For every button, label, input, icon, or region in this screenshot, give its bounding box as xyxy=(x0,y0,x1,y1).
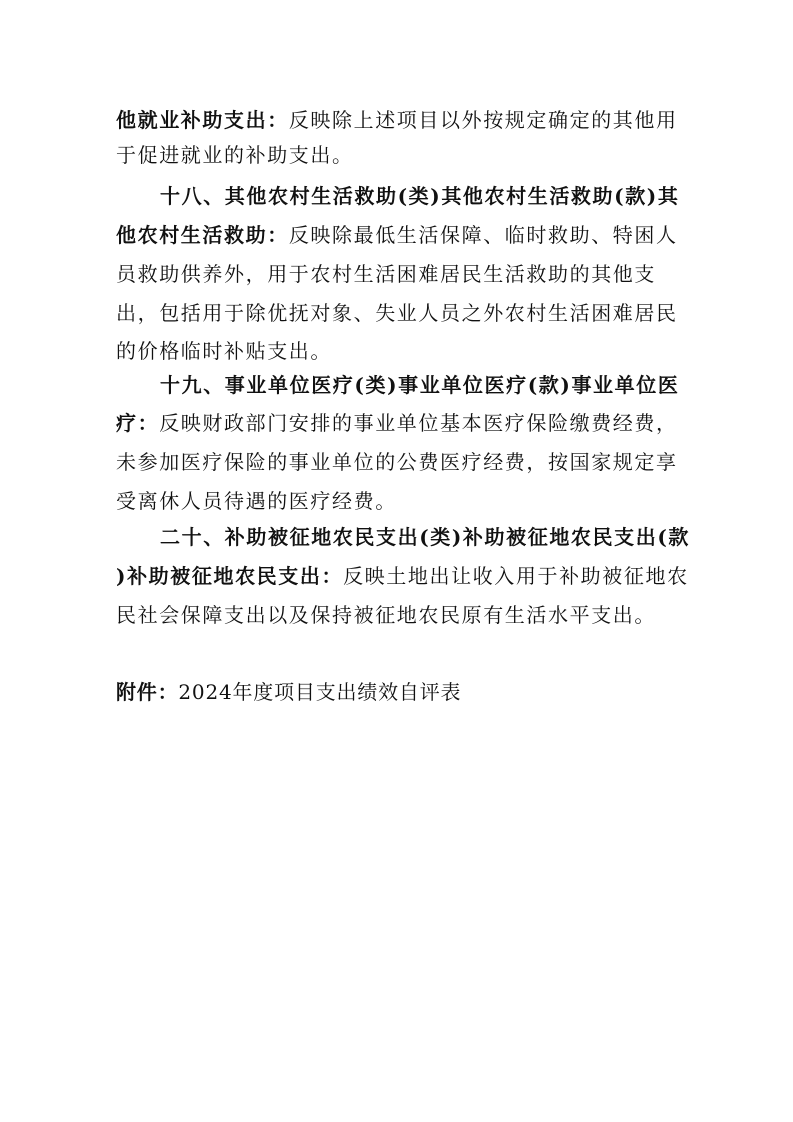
paragraph-line xyxy=(116,564,689,588)
item-description: 反映财政部门安排的事业单位基本医疗保险缴费经费， xyxy=(159,411,678,435)
section-heading-18 xyxy=(160,184,679,208)
item-description: 于促进就业的补助支出。 xyxy=(116,143,354,167)
attachment-title: 2024年度项目支出绩效自评表 xyxy=(178,680,462,704)
item-heading: 他就业补助支出： xyxy=(116,108,289,132)
item-description: 未参加医疗保险的事业单位的公费医疗经费，按国家规定享 xyxy=(116,450,678,474)
item-heading: 十八、其他农村生活救助(类)其他农村生活救助(款)其 xyxy=(160,184,680,208)
item-description: 反映土地出让收入用于补助被征地农 xyxy=(343,564,689,588)
paragraph-line xyxy=(116,489,397,513)
attachment-line xyxy=(116,680,461,704)
item-description: 民社会保障支出以及保持被征地农民原有生活水平支出。 xyxy=(116,603,656,627)
paragraph-line xyxy=(116,411,678,435)
paragraph-line xyxy=(116,339,332,363)
item-description: 的价格临时补贴支出。 xyxy=(116,339,332,363)
item-description: 员救助供养外，用于农村生活困难居民生活救助的其他支 xyxy=(116,262,656,286)
item-heading: 十九、事业单位医疗(类)事业单位医疗(款)事业单位医 xyxy=(160,373,680,397)
item-description: 出，包括用于除优抚对象、失业人员之外农村生活困难居民 xyxy=(116,301,678,325)
paragraph-line xyxy=(116,262,656,286)
item-description: 反映除最低生活保障、临时救助、特困人 xyxy=(288,223,678,247)
item-heading: 疗： xyxy=(116,411,160,435)
section-heading-20 xyxy=(160,525,690,549)
paragraph-line xyxy=(116,603,656,627)
attachment-label: 附件： xyxy=(116,680,179,704)
item-heading: 二十、补助被征地农民支出(类)补助被征地农民支出(款 xyxy=(160,525,690,549)
paragraph-line xyxy=(116,450,678,474)
item-heading: 他农村生活救助： xyxy=(116,223,289,247)
item-description: 受离休人员待遇的医疗经费。 xyxy=(116,489,397,513)
item-heading: )补助被征地农民支出： xyxy=(116,564,344,588)
item-description: 反映除上述项目以外按规定确定的其他用 xyxy=(288,108,678,132)
paragraph-line xyxy=(116,301,678,325)
paragraph-line xyxy=(116,143,354,167)
section-heading-19 xyxy=(160,373,679,397)
paragraph-line xyxy=(116,223,678,247)
paragraph-line xyxy=(116,108,678,132)
